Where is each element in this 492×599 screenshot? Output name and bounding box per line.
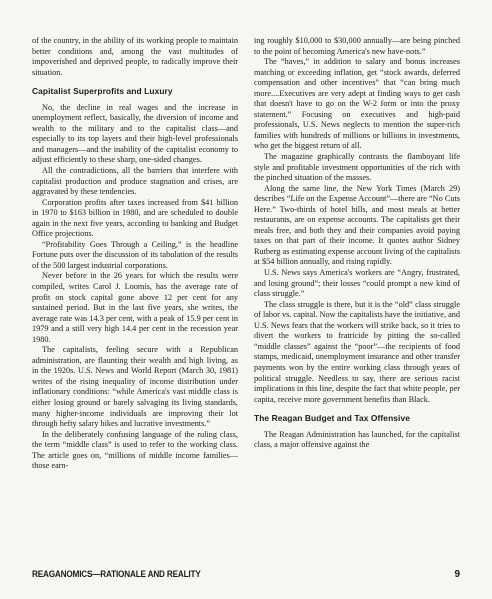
paragraph: of the country, in the ability of its working people to maintain better conditions and, among the vast multitudes of impoverished and deprived people, to radically improve their situation. xyxy=(32,36,238,77)
paragraph: No, the decline in real wages and the increase in unemployment reflect, basically, the diversion of income and wealth to the military and to the capitalist class—and especially to its top layers and their high-level professionals and managers—and the inability of the capitalist economy to adjust efficiently to these sharp, one-sided changes. xyxy=(32,102,238,165)
paragraph: The Reagan Administration has launched, for the capitalist class, a major offensive against the xyxy=(254,429,460,450)
page-footer xyxy=(32,569,460,580)
paragraph: Never before in the 26 years for which the results were compiled, writes Carol J. Loomis, has the average rate of profit on stock capital gone above 12 per cent for any sustained period. But in the last five years, she writes, the average rate was 14.3 per cent, with a peak of 15.9 per cent in 1979 and a still very high 14.4 per cent in the recession year 1980. xyxy=(32,271,238,344)
paragraph: In the deliberately confusing language of the ruling class, the term “middle class” is used to refer to the working class. The article goes on, “millions of middle income families—those earn- xyxy=(32,429,238,471)
running-footer-title: REAGANOMICS—RATIONALE AND REALITY xyxy=(32,569,201,580)
right-column xyxy=(254,36,460,472)
text-columns xyxy=(32,36,460,472)
section-heading: The Reagan Budget and Tax Offensive xyxy=(254,413,410,424)
paragraph: The class struggle is there, but it is the “old” class struggle of labor vs. capital. Now the capitalists have the initiative, and U.S. News fears that the workers will strike back, so it tries to divert the workers to fratricide by pitting the so-called “middle classes” against the “poor”—the recipients of food stamps, medicaid, unemployment insurance and other transfer payments won by the entire working class through years of political struggle. Needless to say, there are serious racist implications in this line, despite the fact that white people, per capita, receive more government benefits than Black. xyxy=(254,299,460,404)
paragraph: ing roughly $10,000 to $30,000 annually—are being pinched to the point of becoming America's new have-nots.” xyxy=(254,36,460,56)
paragraph: Corporation profits after taxes increased from $41 billion in 1970 to $163 billion in 1980, and are scheduled to double again in the next five years, according to banking and Budget Office projections. xyxy=(32,197,238,239)
paragraph: Along the same line, the New York Times (March 29) describes “Life on the Expense Account”—there are “No Cuts Here.” Two-thirds of hotel bills, and most meals at better restaurants, are on expense accounts. The capitalists get their meals free, and both they and their companies avoid paying taxes on that part of their income. It quotes author Sidney Rutberg as estimating expense account living of the capitalists at $54 billion annually, and rising rapidly. xyxy=(254,183,460,267)
paragraph: The magazine graphically contrasts the flamboyant life style and profitable investment opportunities of the rich with the pinched situation of the masses. xyxy=(254,152,460,183)
page-number: 9 xyxy=(454,569,460,580)
paragraph: The “haves,” in addition to salary and bonus increases matching or exceeding inflation, get “stock awards, deferred compensation and other incentives” that “can bring much more....Executives are very adept at finding ways to get cash that doesn't have to go on the W-2 form or into the proxy statement.” Focusing on executives and high-paid professionals, U.S. News neglects to mention the super-rich families with hundreds of millions or billions in investments, who get the biggest return of all. xyxy=(254,57,460,151)
paragraph: The capitalists, feeling secure with a Republican administration, are flaunting their wealth and high living, as in the 1920s. U.S. News and World Report (March 30, 1981) writes of the rising inequality of income distribution under inflationary conditions: “while America's vast middle class is either losing ground or barely salvaging its living standards, many higher-income individuals are improving their lot through hefty salary hikes and lucrative investments.” xyxy=(32,345,238,429)
paragraph: “Profitability Goes Through a Ceiling,” is the headline Fortune puts over the discussion of its tabulation of the results of the 500 largest industrial corporations. xyxy=(32,239,238,270)
paragraph: All the contradictions, all the barriers that interfere with capitalist production and produce stagnation and crises, are aggravated by these tendencies. xyxy=(32,165,238,197)
left-column xyxy=(32,36,238,472)
paragraph: U.S. News says America's workers are “Angry, frustrated, and losing ground”; their losses “could prompt a new kind of class struggle.” xyxy=(254,268,460,299)
section-heading: Capitalist Superprofits and Luxury xyxy=(32,86,173,97)
